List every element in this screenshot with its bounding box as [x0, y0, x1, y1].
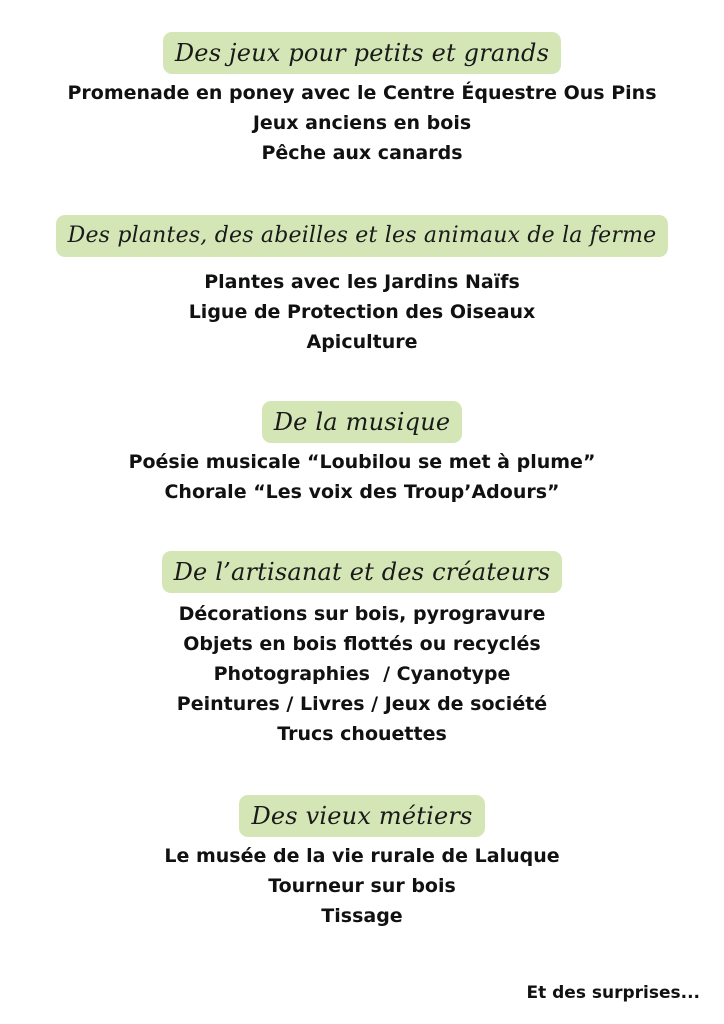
- list-item: Chorale “Les voix des Troup’Adours”: [164, 481, 560, 503]
- section-plants: [0, 215, 724, 357]
- list-item: Jeux anciens en bois: [252, 112, 472, 134]
- section-heading: Des jeux pour petits et grands: [163, 32, 561, 74]
- list-item: Poésie musicale “Loubilou se met à plume”: [128, 451, 596, 473]
- section-items: [0, 78, 724, 168]
- list-item: Peintures / Livres / Jeux de société: [176, 693, 548, 715]
- section-heading: Des vieux métiers: [239, 795, 484, 837]
- list-item: Objets en bois flottés ou recyclés: [183, 633, 541, 655]
- list-item: Plantes avec les Jardins Naïfs: [204, 271, 520, 293]
- list-item: Promenade en poney avec le Centre Équestre Ous Pins: [67, 82, 657, 104]
- list-item: Trucs chouettes: [277, 723, 447, 745]
- list-item: Le musée de la vie rurale de Laluque: [164, 845, 560, 867]
- section-games: [0, 32, 724, 168]
- section-items: [0, 599, 724, 749]
- footer-text: Et des surprises...: [526, 983, 700, 1003]
- section-crafts: [0, 551, 724, 749]
- section-music: [0, 401, 724, 507]
- list-item: Tissage: [321, 905, 403, 927]
- list-item: Photographies / Cyanotype: [213, 663, 511, 685]
- section-heading: Des plantes, des abeilles et les animaux de la ferme: [56, 215, 669, 257]
- list-item: Apiculture: [306, 331, 418, 353]
- section-items: [0, 447, 724, 507]
- list-item: Pêche aux canards: [261, 142, 463, 164]
- list-item: Ligue de Protection des Oiseaux: [188, 301, 536, 323]
- list-item: Tourneur sur bois: [268, 875, 456, 897]
- section-heading: De la musique: [262, 401, 463, 443]
- list-item: Décorations sur bois, pyrogravure: [178, 603, 546, 625]
- section-items: [0, 267, 724, 357]
- section-heading: De l’artisanat et des créateurs: [162, 551, 563, 593]
- section-items: [0, 841, 724, 931]
- section-old-trades: [0, 795, 724, 931]
